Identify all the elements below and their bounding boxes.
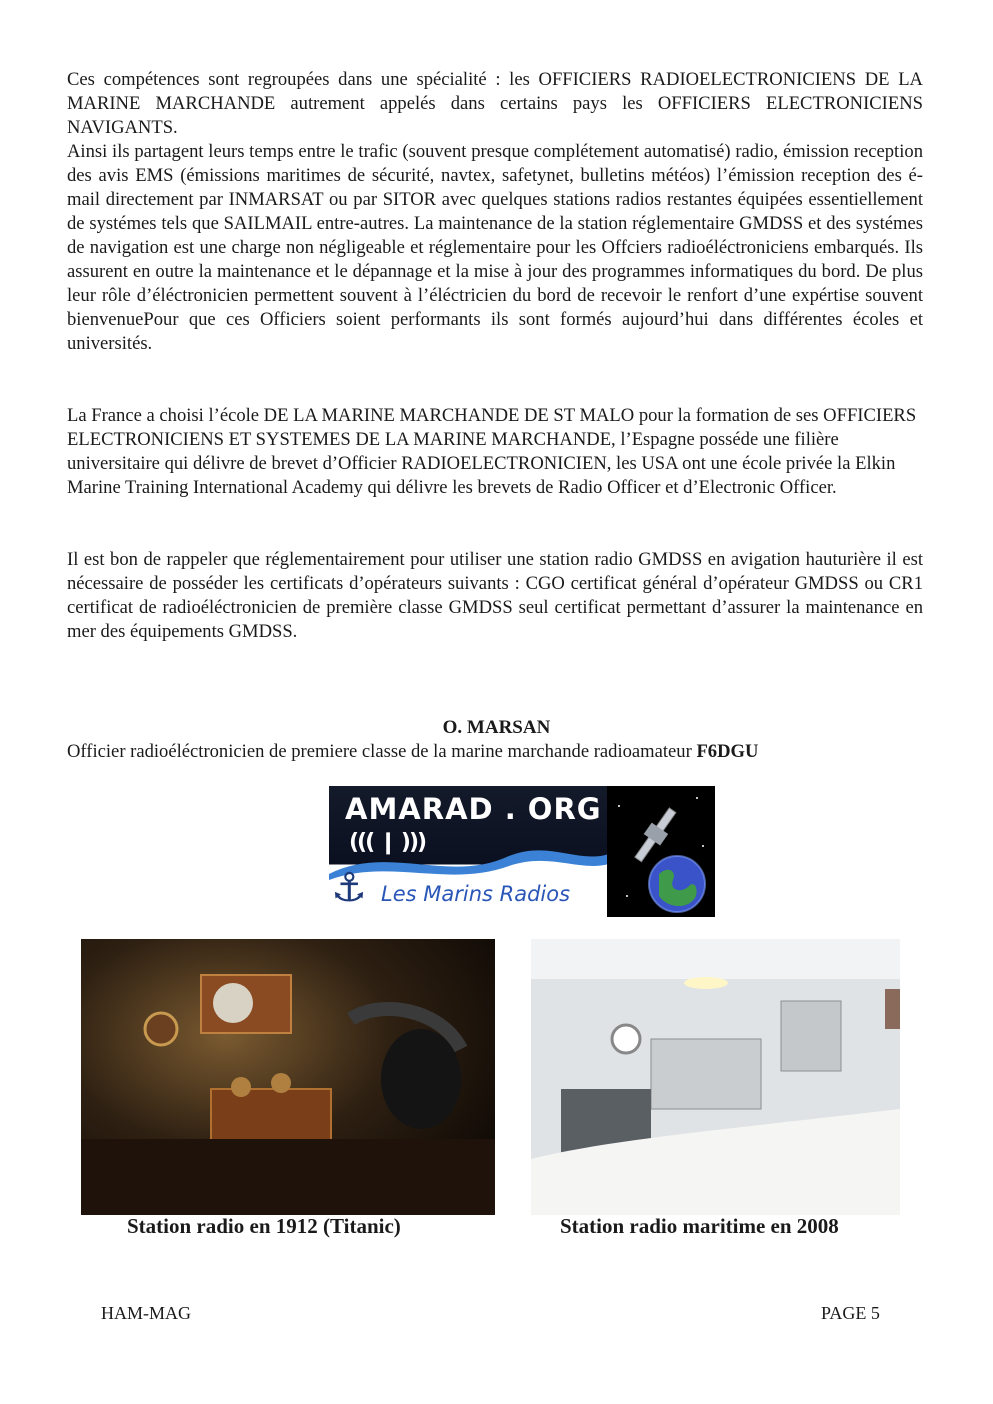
author-description [67, 740, 947, 764]
antenna-icon: ((( ❙ ))) [349, 830, 426, 855]
logo-subtitle: Les Marins Radios [381, 882, 571, 906]
photo-titanic-radio-station [81, 939, 495, 1215]
titanic-radio-illustration [81, 939, 495, 1215]
photo-2008-radio-station [531, 939, 900, 1215]
anchor-icon: ⚓ [331, 865, 367, 911]
paragraph-certificats: Il est bon de rappeler que réglementairement pour utiliser une station radio GMDSS en avigation hauturière il est nécessaire de posséder les certificats d’opérateurs suivants : CGO certificat général d’opérateur GMDSS ou CR1 certificat de radioéléctronicien de première classe GMDSS seul certificat permettant d’assurer la maintenance en mer des équipements GMDSS. [67, 549, 923, 642]
author-callsign: F6DGU [696, 741, 759, 762]
paragraph-competences: Ces compétences sont regroupées dans une spécialité : les OFFICIERS RADIOELECTRONICIENS DE LA MARINE MARCHANDE autrement appelés dans certains pays les OFFICIERS ELECTRONICIENS NAVIGANTS. Ainsi ils partagent leurs temps entre le trafic (souvent presque complétement automatisé) radio, émission reception des avis EMS (émissions maritimes de sécurité, navtex, safetynet, bulletins météos) l’émission reception des é-mail directement par INMARSAT ou par SITOR avec quelques stations radios restantes équipées essentiellement de systémes tels que SAILMAIL entre-autres. La maintenance de la station réglementaire GMDSS et des systémes de navigation est une charge non négligeable et réglementaire pour les Offciers radioéléctroniciens embarqués. Ils assurent en outre la maintenance et le dépannage et la mise à jour des programmes informatiques du bord. De plus leur rôle d’éléctronicien permettent souvent à l’éléctricien du bord de recevoir le renfort d’une expértise souvent bienvenuePour que ces Officiers soient performants ils sont formés aujourd’hui dans différentes écoles et universités. [67, 69, 923, 354]
caption-titanic: Station radio en 1912 (Titanic) [127, 1214, 401, 1238]
logo-banner [329, 786, 607, 917]
wave-graphic [329, 844, 609, 884]
satellite-icon [607, 786, 715, 917]
satellite-globe-image [607, 786, 715, 917]
footer-magazine-name: HAM-MAG [101, 1303, 191, 1323]
footer-page-number: PAGE 5 [821, 1303, 880, 1323]
modern-radio-illustration [531, 939, 900, 1215]
paragraph-formation: La France a choisi l’école DE LA MARINE MARCHANDE DE ST MALO pour la formation de ses OFFICIERS ELECTRONICIENS ET SYSTEMES DE LA MARINE MARCHANDE, l’Espagne posséde une filière universitaire qui délivre de brevet d’Officier RADIOELECTRONICIEN, les USA ont une école privée la Elkin Marine Training International Academy qui délivre les brevets de Radio Officer et d’Electronic Officer. [67, 405, 917, 498]
author-name: O. MARSAN [442, 717, 551, 738]
logo-title: AMARAD . ORG [345, 792, 602, 826]
caption-2008: Station radio maritime en 2008 [560, 1214, 839, 1238]
author-title: Officier radioéléctronicien de premiere classe de la marine marchande radioamateur [67, 741, 697, 762]
amarad-logo [329, 786, 715, 917]
